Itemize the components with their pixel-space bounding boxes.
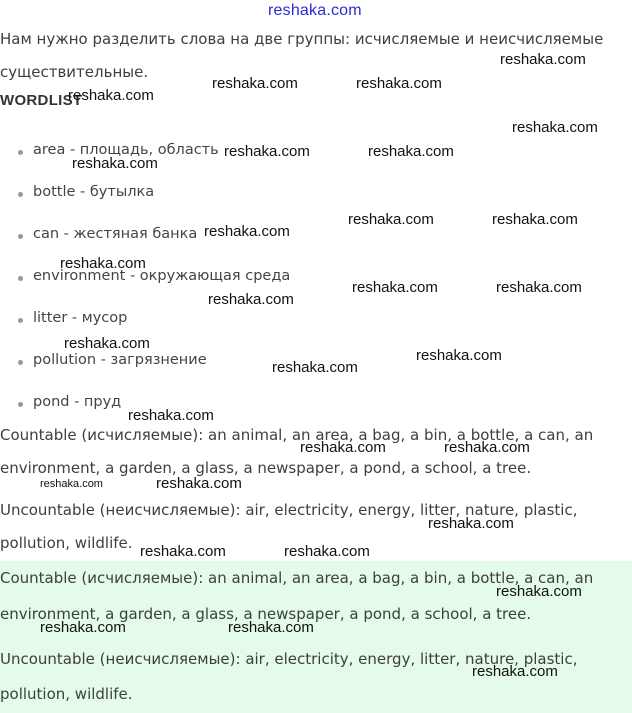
watermark: reshaka.com [224, 143, 310, 160]
watermark: reshaka.com [40, 619, 126, 636]
bullet-icon [18, 192, 23, 197]
bullet-icon [18, 234, 23, 239]
watermark: reshaka.com [500, 51, 586, 68]
list-item: environment - окружающая среда [33, 268, 291, 284]
bullet-icon [18, 276, 23, 281]
watermark: reshaka.com [228, 619, 314, 636]
list-item: can - жестяная банка [33, 226, 198, 242]
watermark: reshaka.com [204, 223, 290, 240]
answer-countable-line-1: Countable (исчисляемые): an animal, an area, a bag, a bin, a bottle, a can, an [0, 569, 594, 587]
watermark: reshaka.com [128, 407, 214, 424]
watermark: reshaka.com [272, 359, 358, 376]
watermark: reshaka.com [352, 279, 438, 296]
list-item: pond - пруд [33, 394, 122, 410]
watermark: reshaka.com [472, 663, 558, 680]
watermark: reshaka.com [356, 75, 442, 92]
watermark: reshaka.com [348, 211, 434, 228]
watermark: reshaka.com [68, 87, 154, 104]
bullet-icon [18, 318, 23, 323]
watermark: reshaka.com [300, 439, 386, 456]
bullet-icon [18, 402, 23, 407]
watermark: reshaka.com [72, 155, 158, 172]
task-countable-line-2: environment, a garden, a glass, a newspaper, a pond, a school, a tree. [0, 459, 532, 477]
answer-countable-line-2: environment, a garden, a glass, a newspaper, a pond, a school, a tree. [0, 605, 532, 623]
answer-uncountable-line-1: Uncountable (неисчисляемые): air, electricity, energy, litter, nature, plastic, [0, 650, 578, 668]
answer-uncountable-line-2: pollution, wildlife. [0, 685, 133, 703]
list-item: bottle - бутылка [33, 184, 155, 200]
task-uncountable-line-2: pollution, wildlife. [0, 534, 133, 552]
intro-line-1: Нам нужно разделить слова на две группы: исчисляемые и неисчисляемые [0, 30, 604, 48]
list-item: pollution - загрязнение [33, 352, 207, 368]
task-countable-line-1: Countable (исчисляемые): an animal, an area, a bag, a bin, a bottle, a can, an [0, 426, 594, 444]
watermark: reshaka.com [64, 335, 150, 352]
watermark: reshaka.com [208, 291, 294, 308]
list-item: litter - мусор [33, 310, 128, 326]
watermark: reshaka.com [496, 583, 582, 600]
task-uncountable-line-1: Uncountable (неисчисляемые): air, electricity, energy, litter, nature, plastic, [0, 501, 578, 519]
watermark: reshaka.com [444, 439, 530, 456]
watermark: reshaka.com [60, 255, 146, 272]
watermark: reshaka.com [496, 279, 582, 296]
watermark: reshaka.com [512, 119, 598, 136]
list-item: area - площадь, область [33, 142, 219, 158]
bullet-icon [18, 150, 23, 155]
watermark: reshaka.com [428, 515, 514, 532]
watermark: reshaka.com [140, 543, 226, 560]
intro-line-2: существительные. [0, 63, 149, 81]
site-logo[interactable]: reshaka.com [268, 2, 362, 19]
watermark: reshaka.com [212, 75, 298, 92]
watermark: reshaka.com [40, 478, 103, 490]
watermark: reshaka.com [284, 543, 370, 560]
wordlist-heading: WORDLIST [0, 92, 83, 109]
watermark: reshaka.com [368, 143, 454, 160]
watermark: reshaka.com [416, 347, 502, 364]
watermark: reshaka.com [156, 475, 242, 492]
bullet-icon [18, 360, 23, 365]
watermark: reshaka.com [492, 211, 578, 228]
